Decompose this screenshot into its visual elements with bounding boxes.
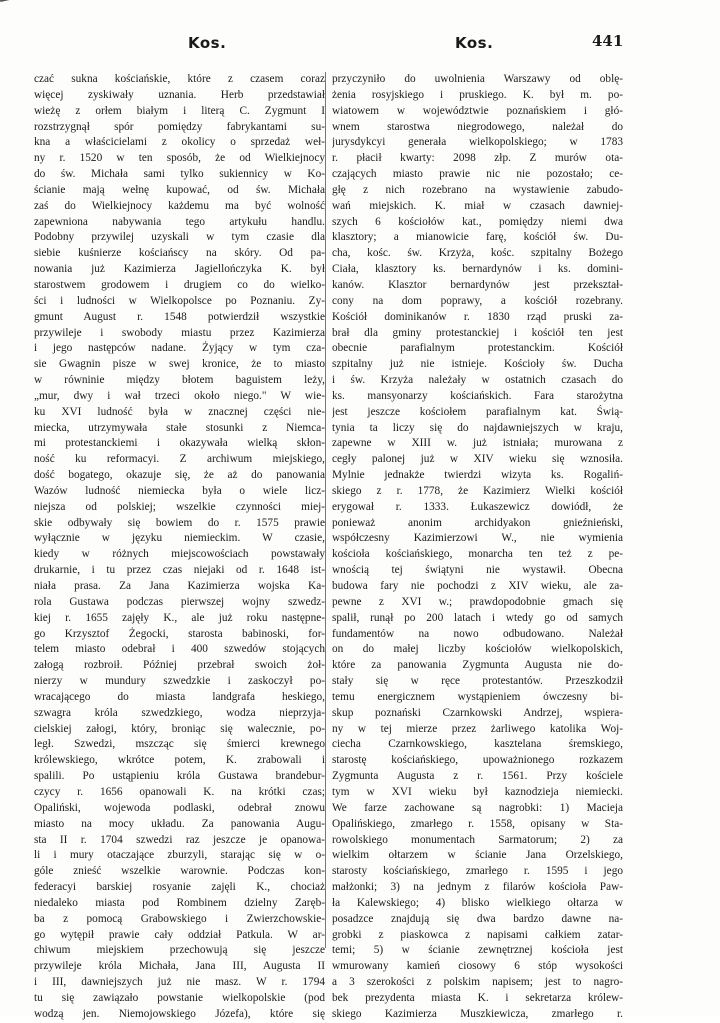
scan-edge-mark	[0, 0, 15, 8]
text-line: wań miejskich. K. miał w czasach dawniej-	[332, 199, 623, 212]
text-line: temi; 5) w ścianie zewnętrznej kościoła jest	[332, 944, 623, 957]
text-line: cielskiej załogi, który, broniąc się walecznie, po-	[34, 722, 325, 735]
text-line: rozstrzygnął spór pomiędzy fabrykantami su-	[34, 120, 325, 133]
text-line: kna a właścicielami z okolicy o sprzedaż weł-	[34, 136, 325, 149]
text-line: „mur, dwy i wał trzeci około niego." W wie-	[34, 389, 325, 402]
text-line: małżonki; 3) na jednym z filarów kościoła Paw-	[332, 881, 623, 894]
text-line: bek prezydenta miasta K. i sekretarza królew-	[332, 991, 623, 1004]
text-line: jurysdykcyi generała wielkopolskiego; w 1783	[332, 136, 623, 149]
text-line: szwagra króla szwedzkiego, wodza nieprzyja-	[34, 706, 325, 719]
text-line: Kościół dominikanów r. 1830 rząd pruski za-	[332, 310, 623, 323]
text-line: go wytępił prawie cały oddział Patkula. W ar-	[34, 928, 325, 941]
text-line: ści i ludności w Wielkopolsce po Poznaniu. Zy-	[34, 294, 325, 307]
text-line: starostę kościańskiego, upoważnionego rozkazem	[332, 754, 623, 767]
text-line: wielkim ołtarzem w ścianie Jana Orzelskiego,	[332, 849, 623, 862]
text-line: sie Gwagnin pisze w swej kronice, że to miasto	[34, 358, 325, 371]
text-line: szych 6 kościołów kat., pomiędzy niemi dwa	[332, 215, 623, 228]
text-line: przyczyniło do uwolnienia Warszawy od oblę-	[332, 73, 623, 85]
text-line: siebie kuśnierze kościańscy na skóry. Od pa-	[34, 247, 325, 260]
text-line: miasto na mocy układu. Za panowania Augu-	[34, 817, 325, 830]
text-line: temu energicznem wystąpieniem ówczesny bi-	[332, 690, 623, 703]
text-line: góle znieść wszelkie warownie. Podczas kon-	[34, 865, 325, 878]
text-line: We farze zachowane są nagrobki: 1) Macieja	[332, 801, 623, 814]
text-line: i jego następców nadane. Żyjący w tym cza-	[34, 342, 325, 355]
text-line: skiego Kazimierza Muszkiewicza, zmarłego r.	[332, 1007, 623, 1020]
text-line: cegły palonej już w XIV wieku się wznosiła.	[332, 453, 623, 466]
text-column-right	[332, 72, 623, 1023]
text-line: głę z nich rozebrano na wystawienie zabudo-	[332, 183, 623, 196]
text-line: on do małej liczby kościołów wielkopolskich,	[332, 643, 623, 656]
text-line: ponieważ anonim archidyakon gnieźnieński,	[332, 516, 623, 529]
text-line: i III, dawniejszych już nie masz. W r. 1794	[34, 976, 325, 989]
text-line: niedaleko miasta pod Rombinem dzielny Zaręb-	[34, 896, 325, 909]
text-line: ks. mansyonarzy kościańskich. Fara starożytna	[332, 389, 623, 402]
text-line: klasztory; a mianowicie farę, kościół św. Du-	[332, 231, 623, 244]
text-line: nierzy w mundury szwedzkie i zaskoczył po-	[34, 675, 325, 688]
text-line: wracającego do miasta landgrafa heskiego,	[34, 690, 325, 703]
text-line: rola Gustawa podczas pierwszej wojny szwedz-	[34, 595, 325, 608]
text-line: wmurowany kamień ciosowy 6 stóp wysokości	[332, 960, 623, 973]
text-line: fundamentów na nowo odbudowano. Należał	[332, 627, 623, 640]
text-line: spalił, runął po 200 latach i wtedy go od samych	[332, 611, 623, 624]
text-line: skiego z r. 1778, że Kazimierz Wielki kościół	[332, 484, 623, 497]
text-line: wnem starostwa niegrodowego, należał do	[332, 120, 623, 133]
text-line: ność ku reformacyi. Z archiwum miejskiego,	[34, 453, 325, 466]
text-line: brał dla gminy protestanckiej i kościół ten jest	[332, 326, 623, 339]
text-line: współczesny Kazimierzowi W., nie wymienia	[332, 532, 623, 545]
text-line: ba z pomocą Grabowskiego i Zwierzchowskie-	[34, 912, 325, 925]
text-line: wyłącznie w języku niemieckim. W czasie,	[34, 532, 325, 545]
text-line: starostwem grodowem i drugiem co do wielko-	[34, 278, 325, 291]
text-line: w równinie między błotem baguistem leży,	[34, 374, 325, 387]
text-line: tu się zawiązało powstanie wielkopolskie (pod	[34, 991, 325, 1004]
text-line: wodzą jen. Niemojowskiego Józefa), które się	[34, 1007, 325, 1020]
text-line: miecka, utrzymywała stałe stosunki z Niemca-	[34, 421, 325, 434]
text-line: wieżę z orłem białym i literą C. Zygmunt I	[34, 104, 325, 117]
text-column-left	[34, 72, 325, 1023]
text-line: rowolskiego monumentach Sarmatorum; 2) za	[332, 833, 623, 846]
text-line: Opalińskiego, zmarłego r. 1558, opisany w Sta-	[332, 817, 623, 830]
text-line: go Krzysztof Żegocki, starosta babinoski, for-	[34, 627, 325, 640]
text-line: Wazów ludność niemiecka była o wiele licz-	[34, 484, 325, 497]
text-line: kiedy w różnych miejscowościach powstawały	[34, 548, 325, 561]
text-line: które za panowania Zygmunta Augusta nie do-	[332, 659, 623, 672]
text-line: czać sukna kościańskie, które z czasem coraz	[34, 73, 325, 85]
text-line: drukarnie, i tu przez czas niejaki od r. 1648 ist-	[34, 564, 325, 577]
text-line: r. płacił kwarty: 2098 złp. Z murów ota-	[332, 152, 623, 165]
running-head-left: Kos.	[188, 34, 227, 52]
text-line: telem miasto odebrał i 400 szwedów stojących	[34, 643, 325, 656]
text-line: do św. Michała sami tylko sukiennicy w Ko-	[34, 168, 325, 181]
text-line: ła Kalewskiego; 4) blisko wielkiego ołtarza w	[332, 896, 623, 909]
text-line: ścianie mają wełnę kupować, od św. Michała	[34, 183, 325, 196]
text-line: Mylnie jednakże twierdzi wizyta ks. Rogaliń-	[332, 469, 623, 482]
text-line: jest jeszcze kościołem parafialnym kat. Świą-	[332, 405, 623, 418]
text-line: grobki z piaskowca z napisami całkiem zatar-	[332, 928, 623, 941]
text-line: czycy r. 1656 opanowali K. na krótki czas;	[34, 785, 325, 798]
text-line: chiwum miejskiem przechowują się jeszcze	[34, 944, 325, 957]
text-line: tym w XVI wieku był kaznodzieja niemiecki.	[332, 785, 623, 798]
text-line: wiatowem w województwie poznańskiem i głó-	[332, 104, 623, 117]
text-line: niała prasa. Za Jana Kazimierza wojska Ka-	[34, 580, 325, 592]
text-line: Ciała, klasztory ks. bernardynów i ks. domini-	[332, 263, 623, 276]
text-line: tynia ta liczy się do najdawniejszych w kraju,	[332, 421, 623, 434]
text-line: ku XVI ludność była w znacznej części nie-	[34, 405, 325, 418]
text-line: przywileje króla Michała, Jana III, Augusta II	[34, 960, 325, 973]
text-line: przywileje i swobody miastu przez Kazimierza	[34, 326, 325, 339]
text-line: ny w tej mierze przez żarliwego katolika Woj-	[332, 722, 623, 735]
text-line: posadzce znajdują się dwa bardzo dawne na-	[332, 912, 623, 925]
text-line: erygował r. 1333. Łukaszewicz dowiódł, że	[332, 500, 623, 513]
text-line: niejsza od polskiej; wszelkie czynności miej-	[34, 500, 325, 513]
text-line: dość bogatego, okazuje się, że aż do panowania	[34, 469, 325, 482]
text-line: budowa fary nie pochodzi z XIV wieku, ale za-	[332, 580, 623, 592]
text-line: zapewne w XIII w. już istniała; murowana z	[332, 437, 623, 450]
text-line: zaś do Wielkiejnocy każdemu ma być wolność	[34, 199, 325, 212]
text-line: gmunt August r. 1548 potwierdził wszystkie	[34, 310, 325, 323]
text-line: Opaliński, wojewoda podlaski, odebrał znowu	[34, 801, 325, 814]
text-line: legł. Szwedzi, mszcząc się śmierci krewnego	[34, 738, 325, 751]
text-line: ciecha Czarnkowskiego, kasztelana śremskiego,	[332, 738, 623, 751]
text-line: królewskiego, wkrótce potem, K. zrabowali i	[34, 754, 325, 767]
text-line: pewne z XVI w.; prawdopodobnie gmach się	[332, 595, 623, 608]
text-line: a 3 szerokości z polskim napisem; jest to nagro-	[332, 976, 623, 989]
text-line: skie odbywały się bowiem do r. 1575 prawie	[34, 516, 325, 529]
text-line: federacyi barskiej rosyanie zajęli K., chociaż	[34, 881, 325, 894]
text-line: cha, kośc. św. Krzyża, kośc. szpitalny Bożego	[332, 247, 623, 260]
page-number: 441	[592, 32, 624, 50]
text-line: spalili. Po ustąpieniu króla Gustawa brandebur-	[34, 770, 325, 783]
running-head-right: Kos.	[455, 34, 494, 52]
text-line: zapewniona nabywania tego artykułu handlu.	[34, 215, 325, 228]
text-line: cony na dom poprawy, a kościół rozebrany.	[332, 294, 623, 307]
text-line: obecnie parafialnym protestanckim. Kościół	[332, 342, 623, 355]
text-line: kościoła kościańskiego, monarcha ten też z pe-	[332, 548, 623, 561]
text-line: czających miasto prawie nic nie pozostało; ce-	[332, 168, 623, 181]
text-line: kanów. Klasztor bernardynów jest przekształ-	[332, 278, 623, 291]
text-line: nowania już Kazimierza Jagiellończyka K. był	[34, 263, 325, 276]
text-line: Zygmunta Augusta z r. 1561. Przy kościele	[332, 770, 623, 783]
text-line: więcej zyskiwały uznania. Herb przedstawiał	[34, 88, 325, 101]
text-line: ny r. 1520 w ten sposób, że od Wielkiejnocy	[34, 152, 325, 165]
text-line: mi protestanckiemi i okazywała wielką skłon-	[34, 437, 325, 450]
page-header	[0, 28, 720, 58]
text-line: załogą rozbroił. Później przebrał swoich żoł-	[34, 659, 325, 672]
text-line: i św. Krzyża należały w ostatnich czasach do	[332, 374, 623, 387]
text-line: żenia rosyjskiego i pruskiego. K. był m. po-	[332, 88, 623, 101]
text-line: Podobny przywilej uzyskali w tym czasie dla	[34, 231, 325, 244]
column-divider	[325, 72, 326, 948]
text-line: li i mury otaczające zburzyli, starając się w o-	[34, 849, 325, 862]
text-line: stały się w ręce protestantów. Przeszkodził	[332, 675, 623, 688]
text-line: skup poznański Czarnkowski Andrzej, wspiera-	[332, 706, 623, 719]
text-line: wnością tej świątyni nie wystawił. Obecna	[332, 564, 623, 577]
text-line: sta II r. 1704 szwedzi raz jeszcze je opanowa-	[34, 833, 325, 846]
text-line: szpitalny już nie istnieje. Kościoły św. Ducha	[332, 358, 623, 371]
text-line: kiej r. 1655 zajęły K., ale już roku następne-	[34, 611, 325, 624]
text-line: starosty kościańskiego, zmarłego r. 1595 i jego	[332, 865, 623, 878]
